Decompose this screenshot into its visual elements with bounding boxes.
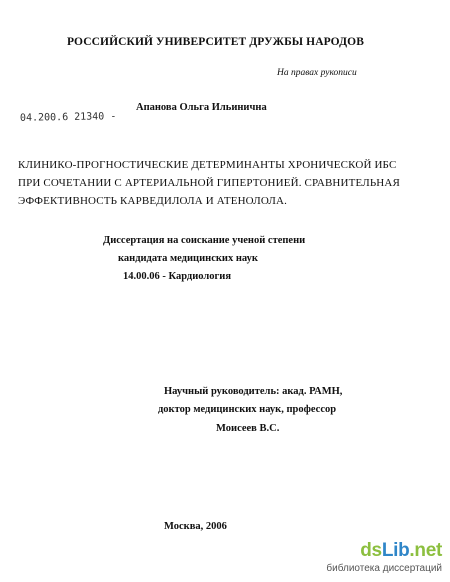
place-and-year: Москва, 2006 xyxy=(164,521,227,532)
university-heading: РОССИЙСКИЙ УНИВЕРСИТЕТ ДРУЖБЫ НАРОДОВ xyxy=(67,36,364,48)
logo-part: Lib xyxy=(381,540,410,561)
title-line: КЛИНИКО-ПРОГНОСТИЧЕСКИЕ ДЕТЕРМИНАНТЫ ХРОНИЧЕСКОЙ ИБС xyxy=(18,159,397,171)
logo-part: .net xyxy=(409,540,442,561)
supervisor-line: Научный руководитель: акад. РАМН, xyxy=(164,386,343,397)
degree-line: кандидата медицинских наук xyxy=(118,253,258,264)
author-name: Апанова Ольга Ильинична xyxy=(136,102,267,113)
title-line: ЭФФЕКТИВНОСТЬ КАРВЕДИЛОЛА И АТЕНОЛОЛА. xyxy=(18,195,287,207)
degree-line: Диссертация на соискание ученой степени xyxy=(103,235,306,246)
dslib-logo xyxy=(360,540,442,562)
supervisor-line: доктор медицинских наук, профессор xyxy=(158,404,337,415)
manuscript-note: На правах рукописи xyxy=(277,68,357,78)
title-line: ПРИ СОЧЕТАНИИ С АРТЕРИАЛЬНОЙ ГИПЕРТОНИЕЙ. СРАВНИТЕЛЬНАЯ xyxy=(18,177,400,189)
registration-stamp: 04.200.6 21340 - xyxy=(19,111,117,124)
watermark-caption: библиотека диссертаций xyxy=(326,563,442,574)
specialty-line: 14.00.06 - Кардиология xyxy=(123,271,232,282)
dslib-watermark xyxy=(324,540,444,578)
supervisor-name: Моисеев В.С. xyxy=(216,423,280,434)
logo-part: ds xyxy=(360,540,382,561)
